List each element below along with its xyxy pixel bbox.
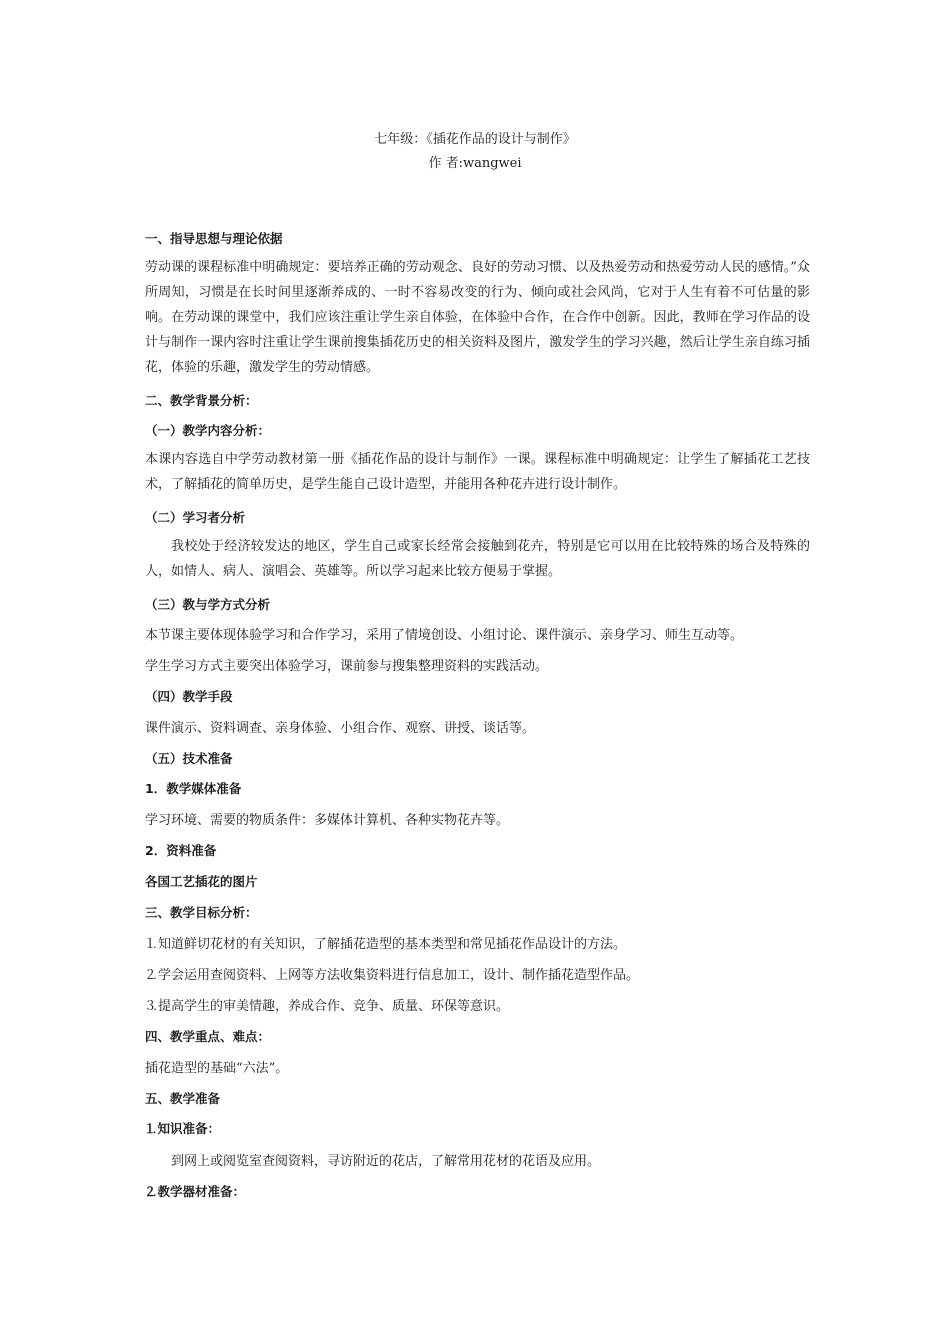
section-4-heading: 四、教学重点、难点： (145, 1029, 271, 1044)
section-2-5-2-text: 各国工艺插花的图片 (145, 874, 258, 889)
section-2-3-heading: （三）教与学方式分析 (145, 597, 271, 612)
section-3-heading: 三、教学目标分析： (145, 905, 258, 920)
section-1-text: 劳动课的课程标准中明确规定：要培养正确的劳动观念、良好的劳动习惯、以及热爱劳动和热爱劳动人民的感情。”众所周知，习惯是在长时间里逐渐养成的、一时不容易改变的行为、倾向或社会风尚，它对于人生有着不可估量的影响。在劳动课的课堂中，我们应该注重让学生亲自体验，在体验中合作，在合作中创新。因此，教师在学习作品的设计与制作一课内容时注重让学生课前搜集插花历史的相关资料及图片，激发学生的学习兴趣，然后让学生亲自练习插花，体验的乐趣，激发学生的劳动情感。 (145, 260, 810, 375)
section-2-3-line-1: 本节课主要体现体验学习和合作学习，采用了情境创设、小组讨论、课件演示、亲身学习、师生互动等。 (145, 628, 744, 643)
section-2-1-text: 本课内容选自中学劳动教材第一册《插花作品的设计与制作》一课。课程标准中明确规定：让学生了解插花工艺技术，了解插花的简单历史，是学生能自己设计造型，并能用各种花卉进行设计制作。 (145, 452, 810, 492)
section-4-text: 插花造型的基础“六法”。 (145, 1061, 289, 1076)
section-2-5-2-heading: 2．资料准备 (145, 843, 217, 858)
section-5-heading: 五、教学准备 (145, 1091, 221, 1106)
section-2-5-1-heading: 1．教学媒体准备 (145, 781, 242, 796)
section-2-heading: 二、教学背景分析： (145, 393, 258, 408)
section-2-4-text: 课件演示、资料调查、亲身体验、小组合作、观察、讲授、谈话等。 (145, 721, 536, 736)
section-2-5-1-text: 学习环境、需要的物质条件：多媒体计算机、各种实物花卉等。 (145, 813, 510, 828)
section-2-5-heading: （五）技术准备 (145, 751, 233, 766)
objective-item-2: ⒉学会运用查阅资料、上网等方法收集资料进行信息加工，设计、制作插花造型作品。 (145, 968, 640, 983)
section-5-1-text: 到网上或阅览室查阅资料，寻访附近的花店，了解常用花材的花语及应用。 (171, 1154, 601, 1169)
section-5-2-heading: ⒉教学器材准备： (145, 1184, 246, 1199)
document-author: 作 者:wangwei (428, 156, 522, 171)
section-2-2-heading: （二）学习者分析 (145, 510, 246, 525)
section-2-3-line-2: 学生学习方式主要突出体验学习，课前参与搜集整理资料的实践活动。 (145, 659, 549, 674)
section-2-1-heading: （一）教学内容分析： (145, 423, 271, 438)
section-2-2-text: 我校处于经济较发达的地区，学生自己或家长经常会接触到花卉，特别是它可以用在比较特殊的场合及特殊的人，如情人、病人、演唱会、英雄等。所以学习起来比较方便易于掌握。 (145, 539, 810, 579)
document-title: 七年级：《插花作品的设计与制作》 (374, 132, 576, 147)
section-1-heading: 一、指导思想与理论依据 (145, 231, 283, 246)
section-5-1-heading: ⒈知识准备： (145, 1121, 221, 1136)
objective-item-3: ⒊提高学生的审美情趣，养成合作、竞争、质量、环保等意识。 (145, 999, 510, 1014)
objective-item-1: ⒈知道鲜切花材的有关知识，了解插花造型的基本类型和常见插花作品设计的方法。 (145, 937, 627, 952)
section-2-4-heading: （四）教学手段 (145, 689, 233, 704)
